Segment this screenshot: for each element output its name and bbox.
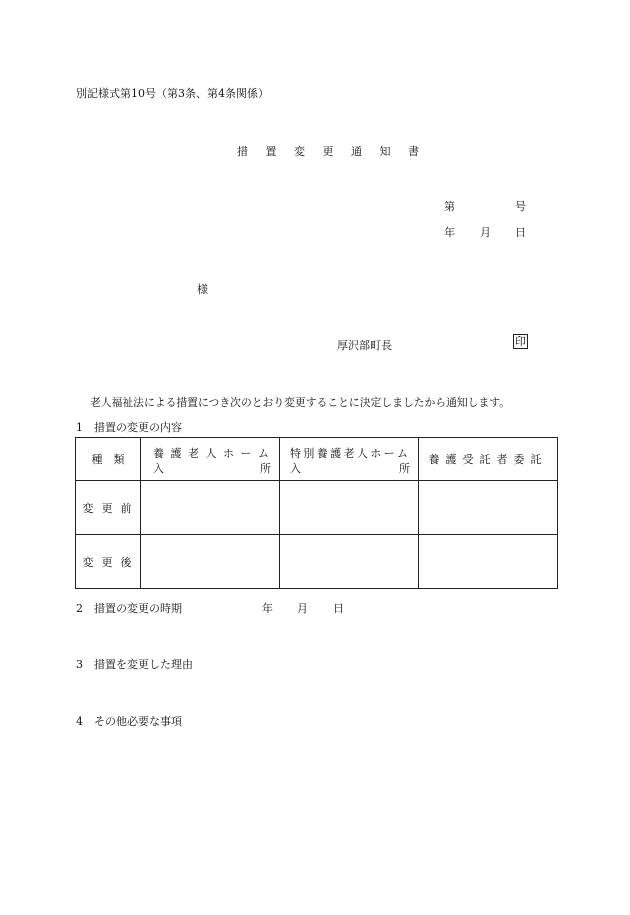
table-row-before bbox=[76, 481, 558, 535]
section2-heading: 2 措置の変更の時期 bbox=[76, 602, 182, 615]
seal-text: 印 bbox=[515, 335, 526, 348]
section2-month: 月 bbox=[297, 602, 308, 615]
header-col1-line1: 養護老人ホーム bbox=[153, 447, 269, 460]
cell-before-col2[interactable] bbox=[280, 481, 419, 535]
corner-label: 種 類 bbox=[91, 453, 125, 466]
body-text: 老人福祉法による措置につき次のとおり変更することに決定しましたから通知します。 bbox=[90, 396, 510, 409]
cell-after-col2[interactable] bbox=[280, 535, 419, 589]
addressee-suffix: 様 bbox=[197, 283, 208, 296]
cell-after-col3[interactable] bbox=[419, 535, 558, 589]
section1-heading: 1 措置の変更の内容 bbox=[76, 421, 182, 434]
header-col1-line2b: 所 bbox=[260, 462, 271, 475]
header-col1-line2a: 入 bbox=[153, 462, 164, 475]
date-month: 月 bbox=[480, 226, 491, 239]
header-col2-line2b: 所 bbox=[399, 462, 410, 475]
corner-cell bbox=[76, 438, 141, 481]
section2-day: 日 bbox=[333, 602, 344, 615]
seal-mark bbox=[513, 335, 528, 348]
change-details-table bbox=[75, 437, 558, 589]
table-header-row bbox=[76, 438, 558, 481]
header-col3 bbox=[419, 438, 558, 481]
date-day: 日 bbox=[515, 226, 526, 239]
date-year: 年 bbox=[444, 226, 455, 239]
table-row-after bbox=[76, 535, 558, 589]
document-title bbox=[237, 143, 426, 159]
header-col2 bbox=[280, 438, 419, 481]
row-label-after-text: 変更後 bbox=[82, 555, 140, 569]
doc-number-dai: 第 bbox=[444, 200, 455, 213]
section2-year: 年 bbox=[262, 602, 273, 615]
cell-before-col3[interactable] bbox=[419, 481, 558, 535]
row-label-before bbox=[76, 481, 141, 535]
cell-before-col1[interactable] bbox=[141, 481, 280, 535]
title-text: 措 置 変 更 通 知 書 bbox=[237, 145, 426, 158]
header-col1 bbox=[141, 438, 280, 481]
row-label-before-text: 変更前 bbox=[82, 501, 140, 515]
cell-after-col1[interactable] bbox=[141, 535, 280, 589]
doc-number-go: 号 bbox=[515, 200, 526, 213]
row-label-after bbox=[76, 535, 141, 589]
issuer-name: 厚沢部町長 bbox=[337, 339, 392, 352]
header-col3-label: 養護受託者委託 bbox=[428, 453, 548, 466]
section3-heading: 3 措置を変更した理由 bbox=[76, 658, 193, 671]
header-col2-line2a: 入 bbox=[290, 462, 301, 475]
form-id: 別記様式第10号（第3条、第4条関係） bbox=[76, 87, 269, 100]
section4-heading: 4 その他必要な事項 bbox=[76, 715, 182, 728]
header-col2-line1: 特別養護老人ホーム bbox=[290, 447, 408, 460]
